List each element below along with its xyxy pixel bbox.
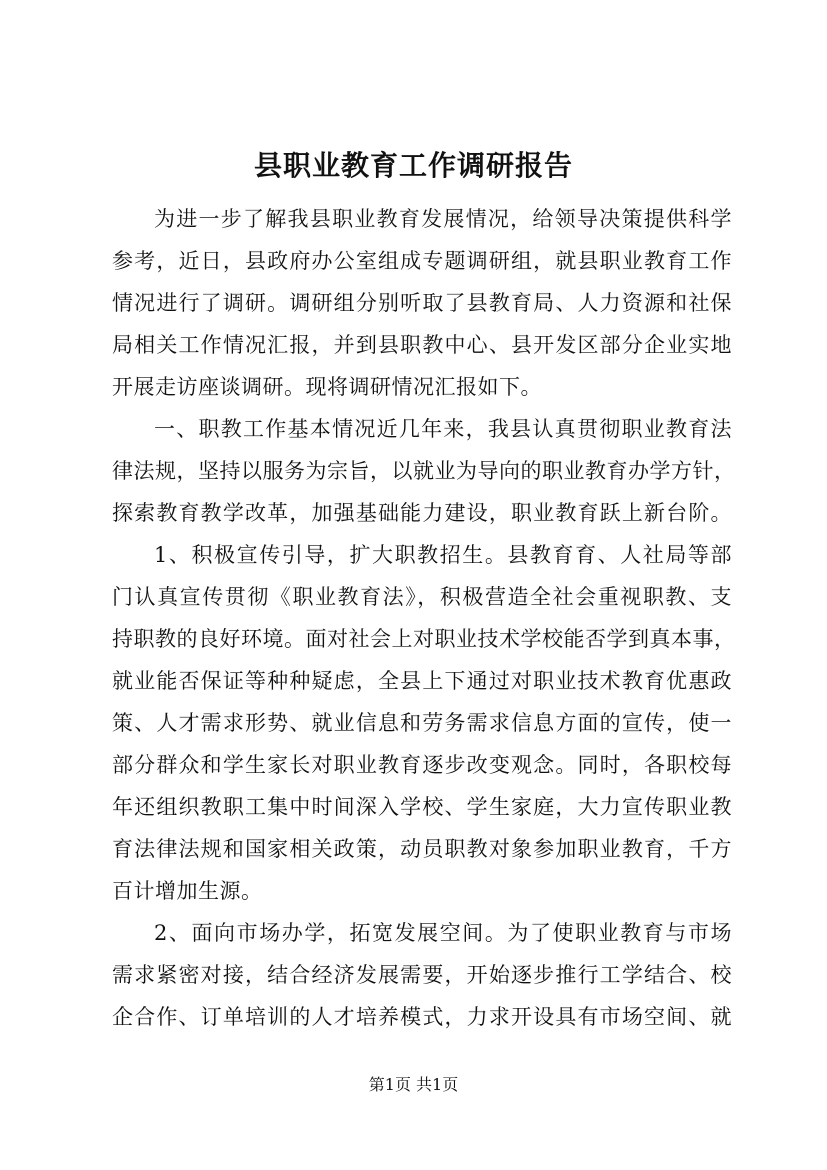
text-line: 开展走访座谈调研。现将调研情况汇报如下。 [112,375,542,399]
text-line: 情况进行了调研。调研组分别听取了县教育局、人力资源和社保 [112,291,732,315]
text-line: 持职教的良好环境。面对社会上对职业技术学校能否学到真本事， [112,627,736,651]
text-line: 探索教育教学改革，加强基础能力建设，职业教育跃上新台阶。 [112,501,732,525]
text-line: 育法律法规和国家相关政策，动员职教对象参加职业教育，千方 [112,837,732,861]
text-line: 年还组织教职工集中时间深入学校、学生家庭，大力宣传职业教 [112,795,732,819]
text-line: 参考，近日，县政府办公室组成专题调研组，就县职业教育工作 [112,249,732,273]
text-line: 门认真宣传贯彻《职业教育法》，积极营造全社会重视职教、支 [112,585,732,609]
text-line: 企合作、订单培训的人才培养模式，力求开设具有市场空间、就 [112,1005,732,1029]
text-line: 策、人才需求形势、就业信息和劳务需求信息方面的宣传，使一 [112,711,732,735]
text-line: 为进一步了解我县职业教育发展情况，给领导决策提供科学 [154,207,732,231]
document-body [112,198,736,1038]
document-title: 县职业教育工作调研报告 [253,149,573,182]
text-line: 就业能否保证等种种疑虑，全县上下通过对职业技术教育优惠政 [112,669,732,693]
text-line: 需求紧密对接，结合经济发展需要，开始逐步推行工学结合、校 [112,963,732,987]
text-line: 1、积极宣传引导，扩大职教招生。县教育育、人社局等部 [154,543,732,567]
text-line: 2、面向市场办学，拓宽发展空间。为了使职业教育与市场 [154,921,732,945]
page-footer: 第1页 共1页 [368,1075,459,1094]
text-line: 部分群众和学生家长对职业教育逐步改变观念。同时，各职校每 [112,753,732,777]
text-line: 局相关工作情况汇报，并到县职教中心、县开发区部分企业实地 [112,333,732,357]
text-line: 律法规，坚持以服务为宗旨，以就业为导向的职业教育办学方针， [112,459,736,483]
text-line: 百计增加生源。 [112,879,263,903]
text-line: 一、职教工作基本情况近几年来，我县认真贯彻职业教育法 [154,417,732,441]
